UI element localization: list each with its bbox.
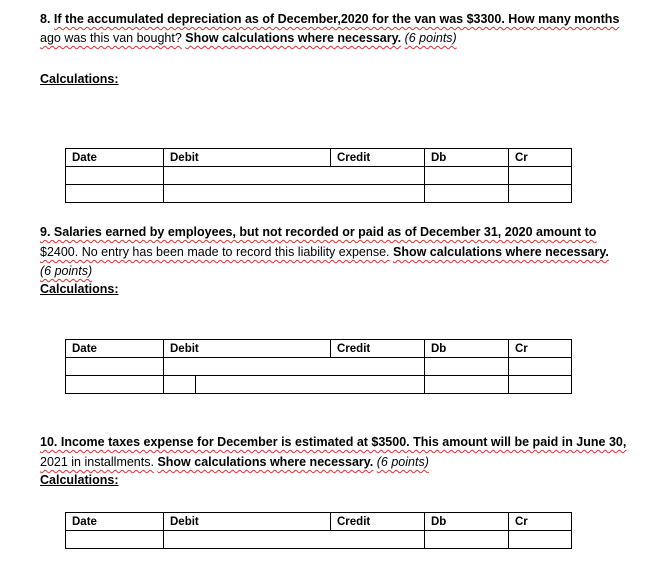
q8-calculations-label: Calculations: (40, 72, 119, 86)
q8-header-cr: Cr (509, 149, 572, 167)
q8-row2-db[interactable] (425, 185, 509, 203)
q9-line1 (40, 223, 596, 242)
q8-row1-date[interactable] (66, 167, 164, 185)
q8-points: (6 points) (404, 31, 457, 45)
q8-text-line2a: ago was this van bought? (40, 31, 182, 45)
q9-points: (6 points) (40, 264, 93, 278)
q10-line1 (40, 433, 626, 452)
q10-points: (6 points) (376, 455, 429, 469)
q8-row1-cr[interactable] (509, 167, 572, 185)
q8-journal-table (65, 148, 572, 203)
q10-row1-date[interactable] (66, 531, 164, 549)
q10-row1-db[interactable] (425, 531, 509, 549)
q8-row2-account[interactable] (164, 185, 425, 203)
q10-instruction: Show calculations where necessary. (157, 455, 374, 469)
q9-row1-cr[interactable] (509, 358, 572, 376)
q9-row1-date[interactable] (66, 358, 164, 376)
q8-header-date: Date (66, 149, 164, 167)
q9-header-cr: Cr (509, 340, 572, 358)
q10-row1-account[interactable] (164, 531, 425, 549)
q9-journal-table (65, 339, 572, 394)
q10-header-credit: Credit (331, 513, 425, 531)
q9-row2-account[interactable] (196, 376, 425, 394)
q8-text-line1: If the accumulated depreciation as of December,2020 for the van was $3300. How many months (53, 12, 620, 26)
q9-line2 (40, 243, 609, 262)
q9-row2-date[interactable] (66, 376, 164, 394)
q9-instruction: Show calculations where necessary. (393, 245, 609, 259)
q10-header-date: Date (66, 513, 164, 531)
q10-header-cr: Cr (509, 513, 572, 531)
q9-line3 (40, 262, 92, 281)
q9-text-line1: 9. Salaries earned by employees, but not recorded or paid as of December 31, 2020 amount to (40, 225, 597, 239)
q9-header-date: Date (66, 340, 164, 358)
q10-header-db: Db (425, 513, 509, 531)
q10-line2 (40, 453, 429, 472)
q8-header-db: Db (425, 149, 509, 167)
q9-header-credit: Credit (331, 340, 425, 358)
q10-text-line2a: 2021 in installments. (40, 455, 154, 469)
q8-row2-date[interactable] (66, 185, 164, 203)
q10-journal-table (65, 512, 572, 549)
q9-header-db: Db (425, 340, 509, 358)
q9-row2-indent[interactable] (164, 376, 196, 394)
q8-row2-cr[interactable] (509, 185, 572, 203)
q8-row1-account[interactable] (164, 167, 425, 185)
q10-header-debit: Debit (164, 513, 331, 531)
q9-row2-db[interactable] (425, 376, 509, 394)
q9-header-debit: Debit (164, 340, 331, 358)
q8-line1 (40, 10, 619, 29)
q8-number: 8. (40, 12, 51, 26)
q9-row1-account[interactable] (164, 358, 425, 376)
q8-line2 (40, 29, 457, 48)
q10-row1-cr[interactable] (509, 531, 572, 549)
q10-calculations-label: Calculations: (40, 473, 119, 487)
q9-text-line2a: $2400. No entry has been made to record this liability expense. (40, 245, 390, 259)
q8-instruction: Show calculations where necessary. (185, 31, 402, 45)
q10-text-line1: 10. Income taxes expense for December is estimated at $3500. This amount will be paid in June 30, (40, 435, 627, 449)
q9-calculations-label: Calculations: (40, 282, 119, 296)
q8-header-debit: Debit (164, 149, 331, 167)
q8-header-credit: Credit (331, 149, 425, 167)
q9-row2-cr[interactable] (509, 376, 572, 394)
q8-row1-db[interactable] (425, 167, 509, 185)
q9-row1-db[interactable] (425, 358, 509, 376)
